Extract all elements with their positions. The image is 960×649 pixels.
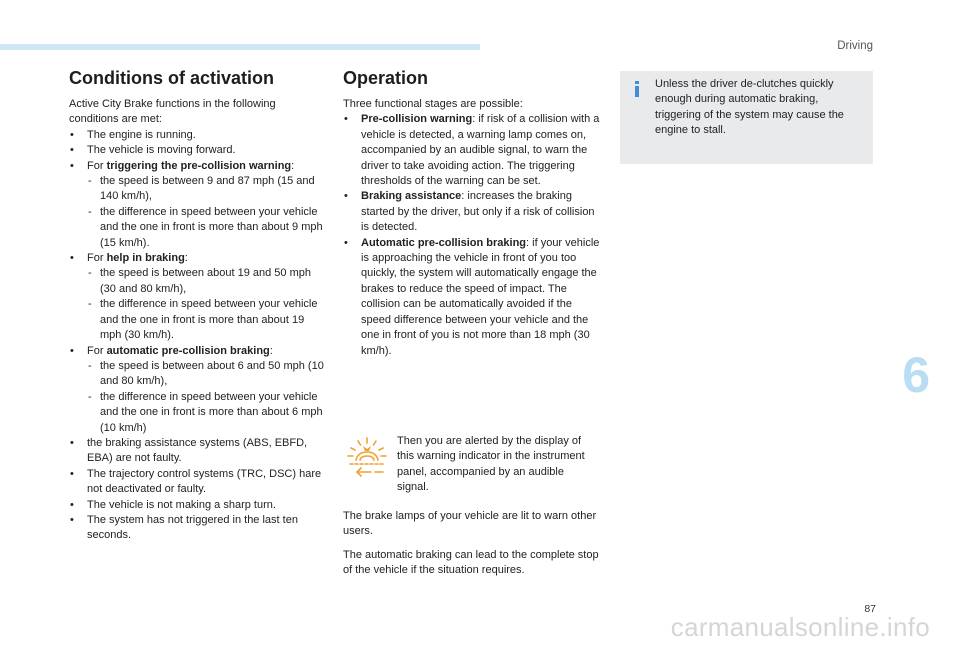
conditions-intro: Active City Brake functions in the following conditions are met: [69, 98, 276, 126]
condition-engine: • The engine is running. [69, 128, 324, 143]
condition-help: • For help in braking: [69, 251, 324, 266]
condition-auto: • For automatic pre-collision braking: [69, 344, 324, 359]
condition-braking-systems: • the braking assistance systems (ABS, EBFD, EBA) are not faulty. [69, 436, 324, 467]
condition-warning: • For triggering the pre-collision warning: [69, 159, 324, 174]
condition-not-triggered: • The system has not triggered in the last ten seconds. [69, 513, 324, 544]
watermark: carmanualsonline.info [670, 612, 930, 642]
condition-warning-difference: - the difference in speed between your vehicle and the one in front is more than about 9 mph (15 km/h). [69, 205, 324, 251]
operation-body [343, 97, 601, 359]
conditions-title: Conditions of activation [69, 68, 274, 88]
brake-lamps-text: The brake lamps of your vehicle are lit to warn other users. [343, 510, 597, 538]
condition-moving: • The vehicle is moving forward. [69, 143, 324, 158]
info-icon [629, 81, 645, 97]
header-accent-bar [0, 44, 480, 50]
condition-help-difference: - the difference in speed between your vehicle and the one in front is more than about 19 mph (30 km/h). [69, 297, 324, 343]
conditions-body [69, 97, 324, 544]
condition-auto-difference: - the difference in speed between your vehicle and the one in front is more than about 6 mph (10 km/h) [69, 390, 324, 436]
complete-stop-text: The automatic braking can lead to the complete stop of the vehicle if the situation requires. [343, 549, 599, 577]
operation-intro: Three functional stages are possible: [343, 98, 523, 110]
stage-braking-assistance: • Braking assistance: increases the braking started by the driver, but only if a risk of collision is detected. [343, 189, 601, 235]
info-text: Unless the driver de-clutches quickly enough during automatic braking, triggering of the system may cause the engine to stall. [655, 78, 844, 137]
stage-automatic-braking: • Automatic pre-collision braking: if your vehicle is approaching the vehicle in front of you too quickly, the system will automatically engage the brakes to reduce the speed of impact. The collision can be automatically avoided if the speed difference between your vehicle and the one in front of you is not more than 18 mph (30 km/h). [343, 236, 601, 359]
alert-description: Then you are alerted by the display of this warning indicator in the instrument panel, accompanied by an audible signal. [397, 435, 585, 494]
condition-warning-speed: - the speed is between 9 and 87 mph (15 and 140 km/h), [69, 174, 324, 205]
page-number: 87 [864, 603, 876, 615]
condition-turn: • The vehicle is not making a sharp turn. [69, 498, 324, 513]
collision-warning-icon [345, 436, 389, 480]
section-label: Driving [837, 40, 873, 52]
chapter-number: 6 [902, 347, 930, 403]
condition-help-speed: - the speed is between about 19 and 50 mph (30 and 80 km/h), [69, 266, 324, 297]
operation-title: Operation [343, 68, 429, 88]
info-box [620, 71, 873, 164]
stage-pre-collision-warning: • Pre-collision warning: if risk of a collision with a vehicle is detected, a warning lamp comes on, accompanied by an audible signal, to warn the driver to take avoiding action. The triggering thresholds of the warning can be set. [343, 112, 601, 189]
condition-trajectory: • The trajectory control systems (TRC, DSC) hare not deactivated or faulty. [69, 467, 324, 498]
condition-auto-speed: - the speed is between about 6 and 50 mph (10 and 80 km/h), [69, 359, 324, 390]
